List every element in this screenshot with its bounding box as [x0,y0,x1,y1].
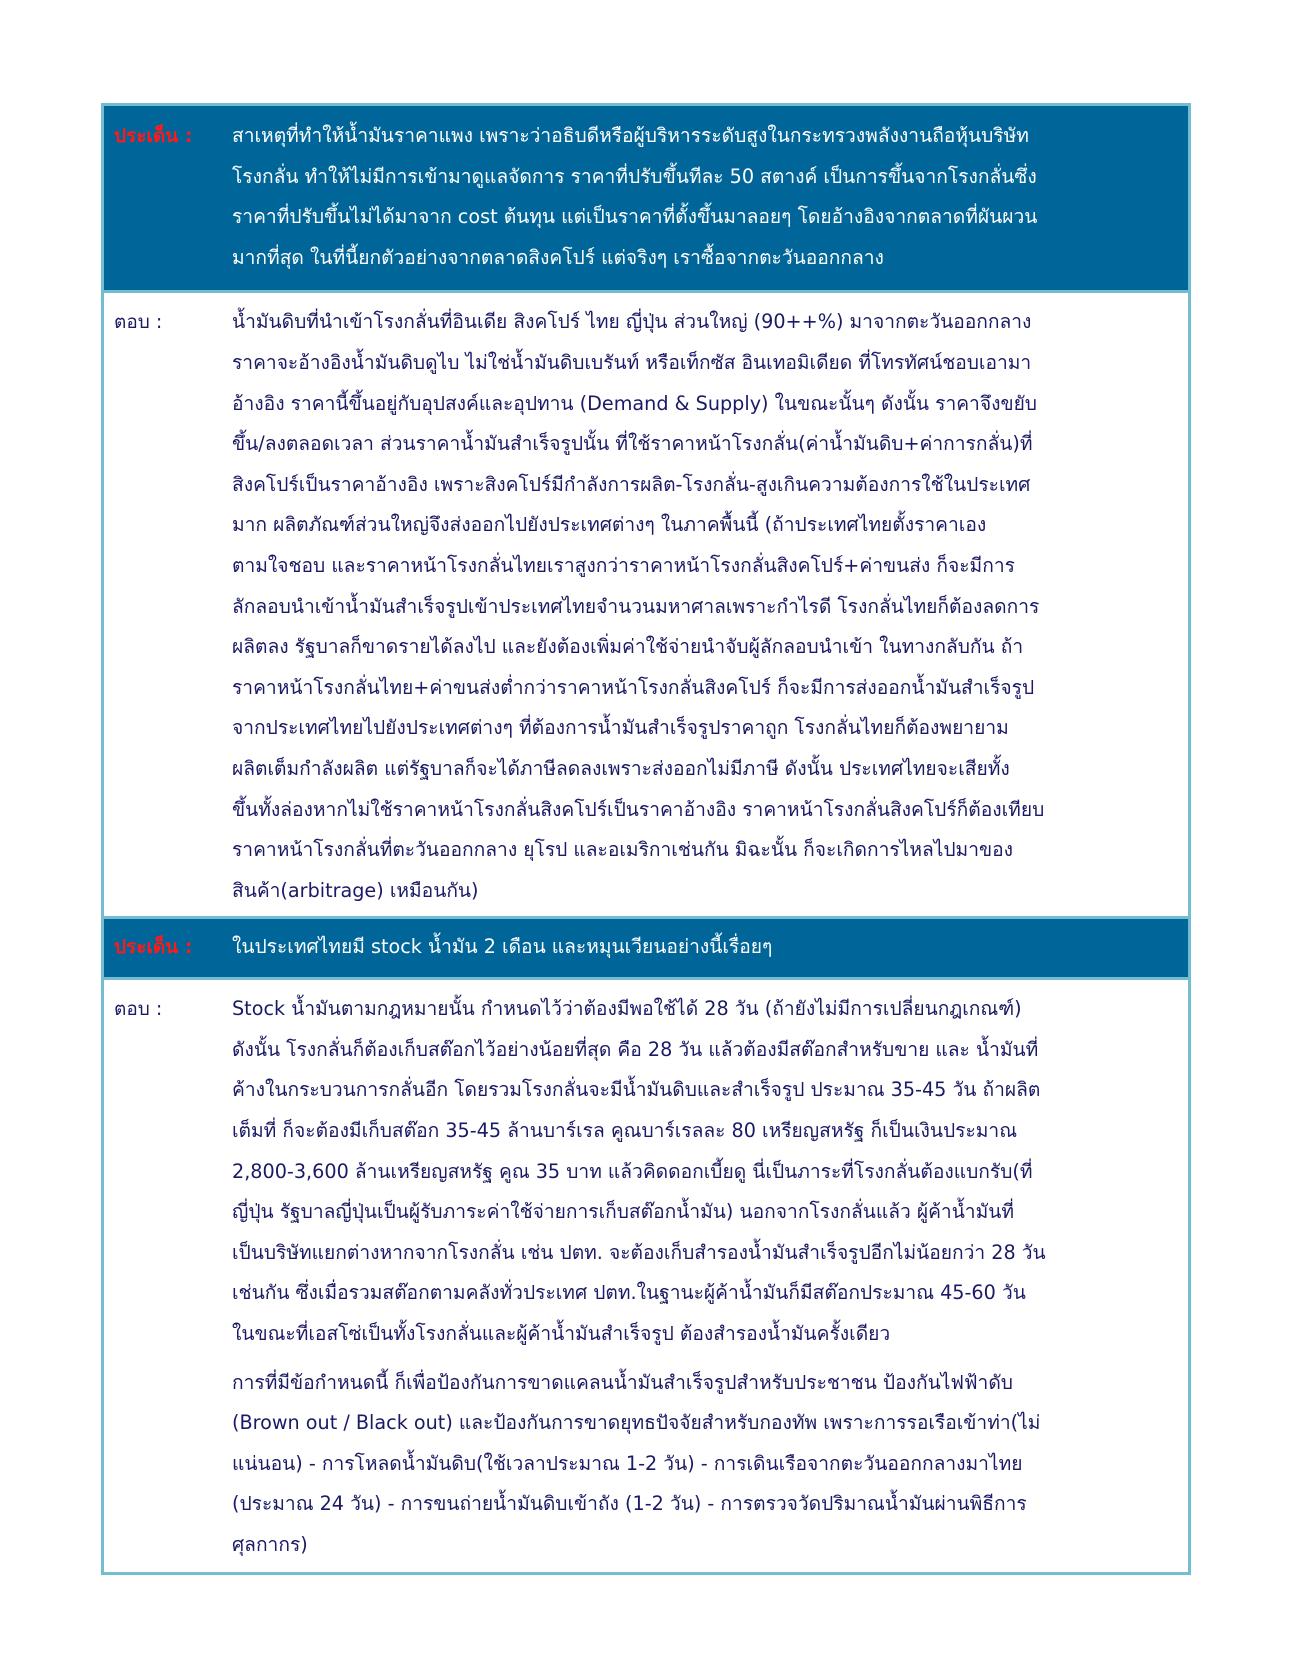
text-line: ขึ้นทั้งล่องหากไม่ใช้ราคาหน้าโรงกลั่นสิงคโปร์เป็นราคาอ้างอิง ราคาหน้าโรงกลั่นสิงคโปร์ก็ต้องเทียบ [232,797,1045,821]
text-line: การที่มีข้อกำหนดนี้ ก็เพื่อป้องกันการขาดแคลนน้ำมันสำเร็จรูปสำหรับประชาชน ป้องกันไฟฟ้าดับ [232,1370,1013,1394]
text-line: อ้างอิง ราคานี้ขึ้นอยู่กับอุปสงค์และอุปทาน (Demand & Supply) ในขณะนั้นๆ ดังนั้น ราคาจึงขยับ [232,391,1037,415]
text-line: ค้างในกระบวนการกลั่นอีก โดยรวมโรงกลั่นจะมีน้ำมันดิบและสำเร็จรูป ประมาณ 35-45 วัน ถ้าผลิต [232,1078,1041,1102]
question-row-1 [104,106,1188,293]
text-line: มาก ผลิตภัณฑ์ส่วนใหญ่จึงส่งออกไปยังประเทศต่างๆ ในภาคพื้นนี้ (ถ้าประเทศไทยตั้งราคาเอง [232,513,987,537]
question-label: ประเด็น : [114,125,193,147]
question-row-2 [104,919,1188,980]
answer-label: ตอบ : [114,311,163,334]
text-line: เต็มที่ ก็จะต้องมีเก็บสต๊อก 35-45 ล้านบาร์เรล คูณบาร์เรลละ 80 เหรียญสหรัฐ ก็เป็นเงินประมาณ [232,1119,1018,1143]
text-line: ในประเทศไทยมี stock น้ำมัน 2 เดือน และหมุนเวียนอย่างนี้เรื่อยๆ [232,935,773,959]
qa-table [101,103,1191,1575]
text-line: ในขณะที่เอสโซ่เป็นทั้งโรงกลั่นและผู้ค้าน้ำมันสำเร็จรูป ต้องสำรองน้ำมันครั้งเดียว [232,1322,891,1346]
text-line: เช่นกัน ซึ่งเมื่อรวมสต๊อกตามคลังทั่วประเทศ ปตท.ในฐานะผู้ค้าน้ำมันก็มีสต๊อกประมาณ 45-60 วัน [232,1281,1026,1305]
answer-text [232,302,1188,911]
text-line: ลักลอบนำเข้าน้ำมันสำเร็จรูปเข้าประเทศไทยจำนวนมหาศาลเพราะกำไรดี โรงกลั่นไทยก็ต้องลดการ [232,594,1040,618]
text-line: ขึ้น/ลงตลอดเวลา ส่วนราคาน้ำมันสำเร็จรูปนั้น ที่ใช้ราคาหน้าโรงกลั่น(ค่าน้ำมันดิบ+ค่าการกลั่น)ที่ [232,432,1033,456]
answer-label: ตอบ : [114,998,163,1021]
answer-text [232,989,1188,1565]
text-line: ตามใจชอบ และราคาหน้าโรงกลั่นไทยเราสูงกว่าราคาหน้าโรงกลั่นสิงคโปร์+ค่าขนส่ง ก็จะมีการ [232,553,1015,577]
text-line: ราคาหน้าโรงกลั่นไทย+ค่าขนส่งต่ำกว่าราคาหน้าโรงกลั่นสิงคโปร์ ก็จะมีการส่งออกน้ำมันสำเร็จรูป [232,675,1035,699]
text-line: แน่นอน) - การโหลดน้ำมันดิบ(ใช้เวลาประมาณ 1-2 วัน) - การเดินเรือจากตะวันออกกลางมาไทย [232,1451,1023,1475]
text-line: ราคาจะอ้างอิงน้ำมันดิบดูไบ ไม่ใช่น้ำมันดิบเบรันท์ หรือเท็กซัส อินเทอมิเดียด ที่โทรทัศน์ชอบเอามา [232,350,1032,374]
text-line: น้ำมันดิบที่นำเข้าโรงกลั่นที่อินเดีย สิงคโปร์ ไทย ญี่ปุ่น ส่วนใหญ่ (90++%) มาจากตะวันออกกลาง [232,310,1032,334]
text-line: มากที่สุด ในที่นี้ยกตัวอย่างจากตลาดสิงคโปร์ แต่จริงๆ เราซื้อจากตะวันออกกลาง [232,245,884,269]
text-line: (ประมาณ 24 วัน) - การขนถ่ายน้ำมันดิบเข้าถัง (1-2 วัน) - การตรวจวัดปริมาณน้ำมันผ่านพิธีการ [232,1492,1027,1516]
text-line: (Brown out / Black out) และป้องกันการขาดยุทธปัจจัยสำหรับกองทัพ เพราะการรอเรือเข้าท่า(ไม่ [232,1411,1041,1435]
text-line: สินค้า(arbitrage) เหมือนกัน) [232,878,479,902]
text-line: ราคาหน้าโรงกลั่นที่ตะวันออกกลาง ยุโรป และอเมริกาเช่นกัน มิฉะนั้น ก็จะเกิดการไหลไปมาของ [232,838,1013,862]
text-line: เป็นบริษัทแยกต่างหากจากโรงกลั่น เช่น ปตท. จะต้องเก็บสำรองน้ำมันสำเร็จรูปอีกไม่น้อยกว่า 28 วัน [232,1240,1046,1264]
text-line: สาเหตุที่ทำให้น้ำมันราคาแพง เพราะว่าอธิบดีหรือผู้บริหารระดับสูงในกระทรวงพลังงานถือหุ้นบริษัท [232,124,1029,147]
text-line: สิงคโปร์เป็นราคาอ้างอิง เพราะสิงคโปร์มีกำลังการผลิต-โรงกลั่น-สูงเกินความต้องการใช้ในประเทศ [232,472,1031,496]
answer-row-2 [104,980,1188,1571]
question-text [232,116,1188,278]
answer-paragraph-2 [232,1363,1180,1566]
text-line: ศุลกากร) [232,1533,308,1556]
text-line: ญี่ปุ่น รัฐบาลญี่ปุ่นเป็นผู้รับภาระค่าใช้จ่ายการเก็บสต๊อกน้ำมัน) นอกจากโรงกลั่นแล้ว ผู้ค้าน้ำมันที่ [232,1200,1014,1224]
text-line: โรงกลั่น ทำให้ไม่มีการเข้ามาดูแลจัดการ ราคาที่ปรับขึ้นทีละ 50 สตางค์ เป็นการขึ้นจากโรงกลั่นซึ่ง [232,164,1037,188]
text-line: ผลิตลง รัฐบาลก็ขาดรายได้ลงไป และยังต้องเพิ่มค่าใช้จ่ายนำจับผู้ลักลอบนำเข้า ในทางกลับกัน ถ้า [232,635,1024,659]
text-line: ราคาที่ปรับขึ้นไม่ได้มาจาก cost ต้นทุน แต่เป็นราคาที่ตั้งขึ้นมาลอยๆ โดยอ้างอิงจากตลาดที่ผันผวน [232,205,1038,229]
text-line: ดังนั้น โรงกลั่นก็ต้องเก็บสต๊อกไว้อย่างน้อยที่สุด คือ 28 วัน แล้วต้องมีสต๊อกสำหรับขาย และ น้ำมันที่ [232,1037,1039,1061]
answer-row-1 [104,293,1188,919]
text-line: 2,800-3,600 ล้านเหรียญสหรัฐ คูณ 35 บาท แล้วคิดดอกเบี้ยดู นี่เป็นภาระที่โรงกลั่นต้องแบกรับ(ที่ [232,1159,1033,1183]
text-line: Stock น้ำมันตามกฎหมายนั้น กำหนดไว้ว่าต้องมีพอใช้ได้ 28 วัน (ถ้ายังไม่มีการเปลี่ยนกฎเกณฑ์) [232,997,1022,1021]
text-line: ผลิตเต็มกำลังผลิต แต่รัฐบาลก็จะได้ภาษีลดลงเพราะส่งออกไม่มีภาษี ดังนั้น ประเทศไทยจะเสียทั้ง [232,756,1010,780]
question-label: ประเด็น : [114,936,193,959]
text-line: จากประเทศไทยไปยังประเทศต่างๆ ที่ต้องการน้ำมันสำเร็จรูปราคาถูก โรงกลั่นไทยก็ต้องพยายาม [232,716,1009,740]
question-text [232,925,1188,969]
